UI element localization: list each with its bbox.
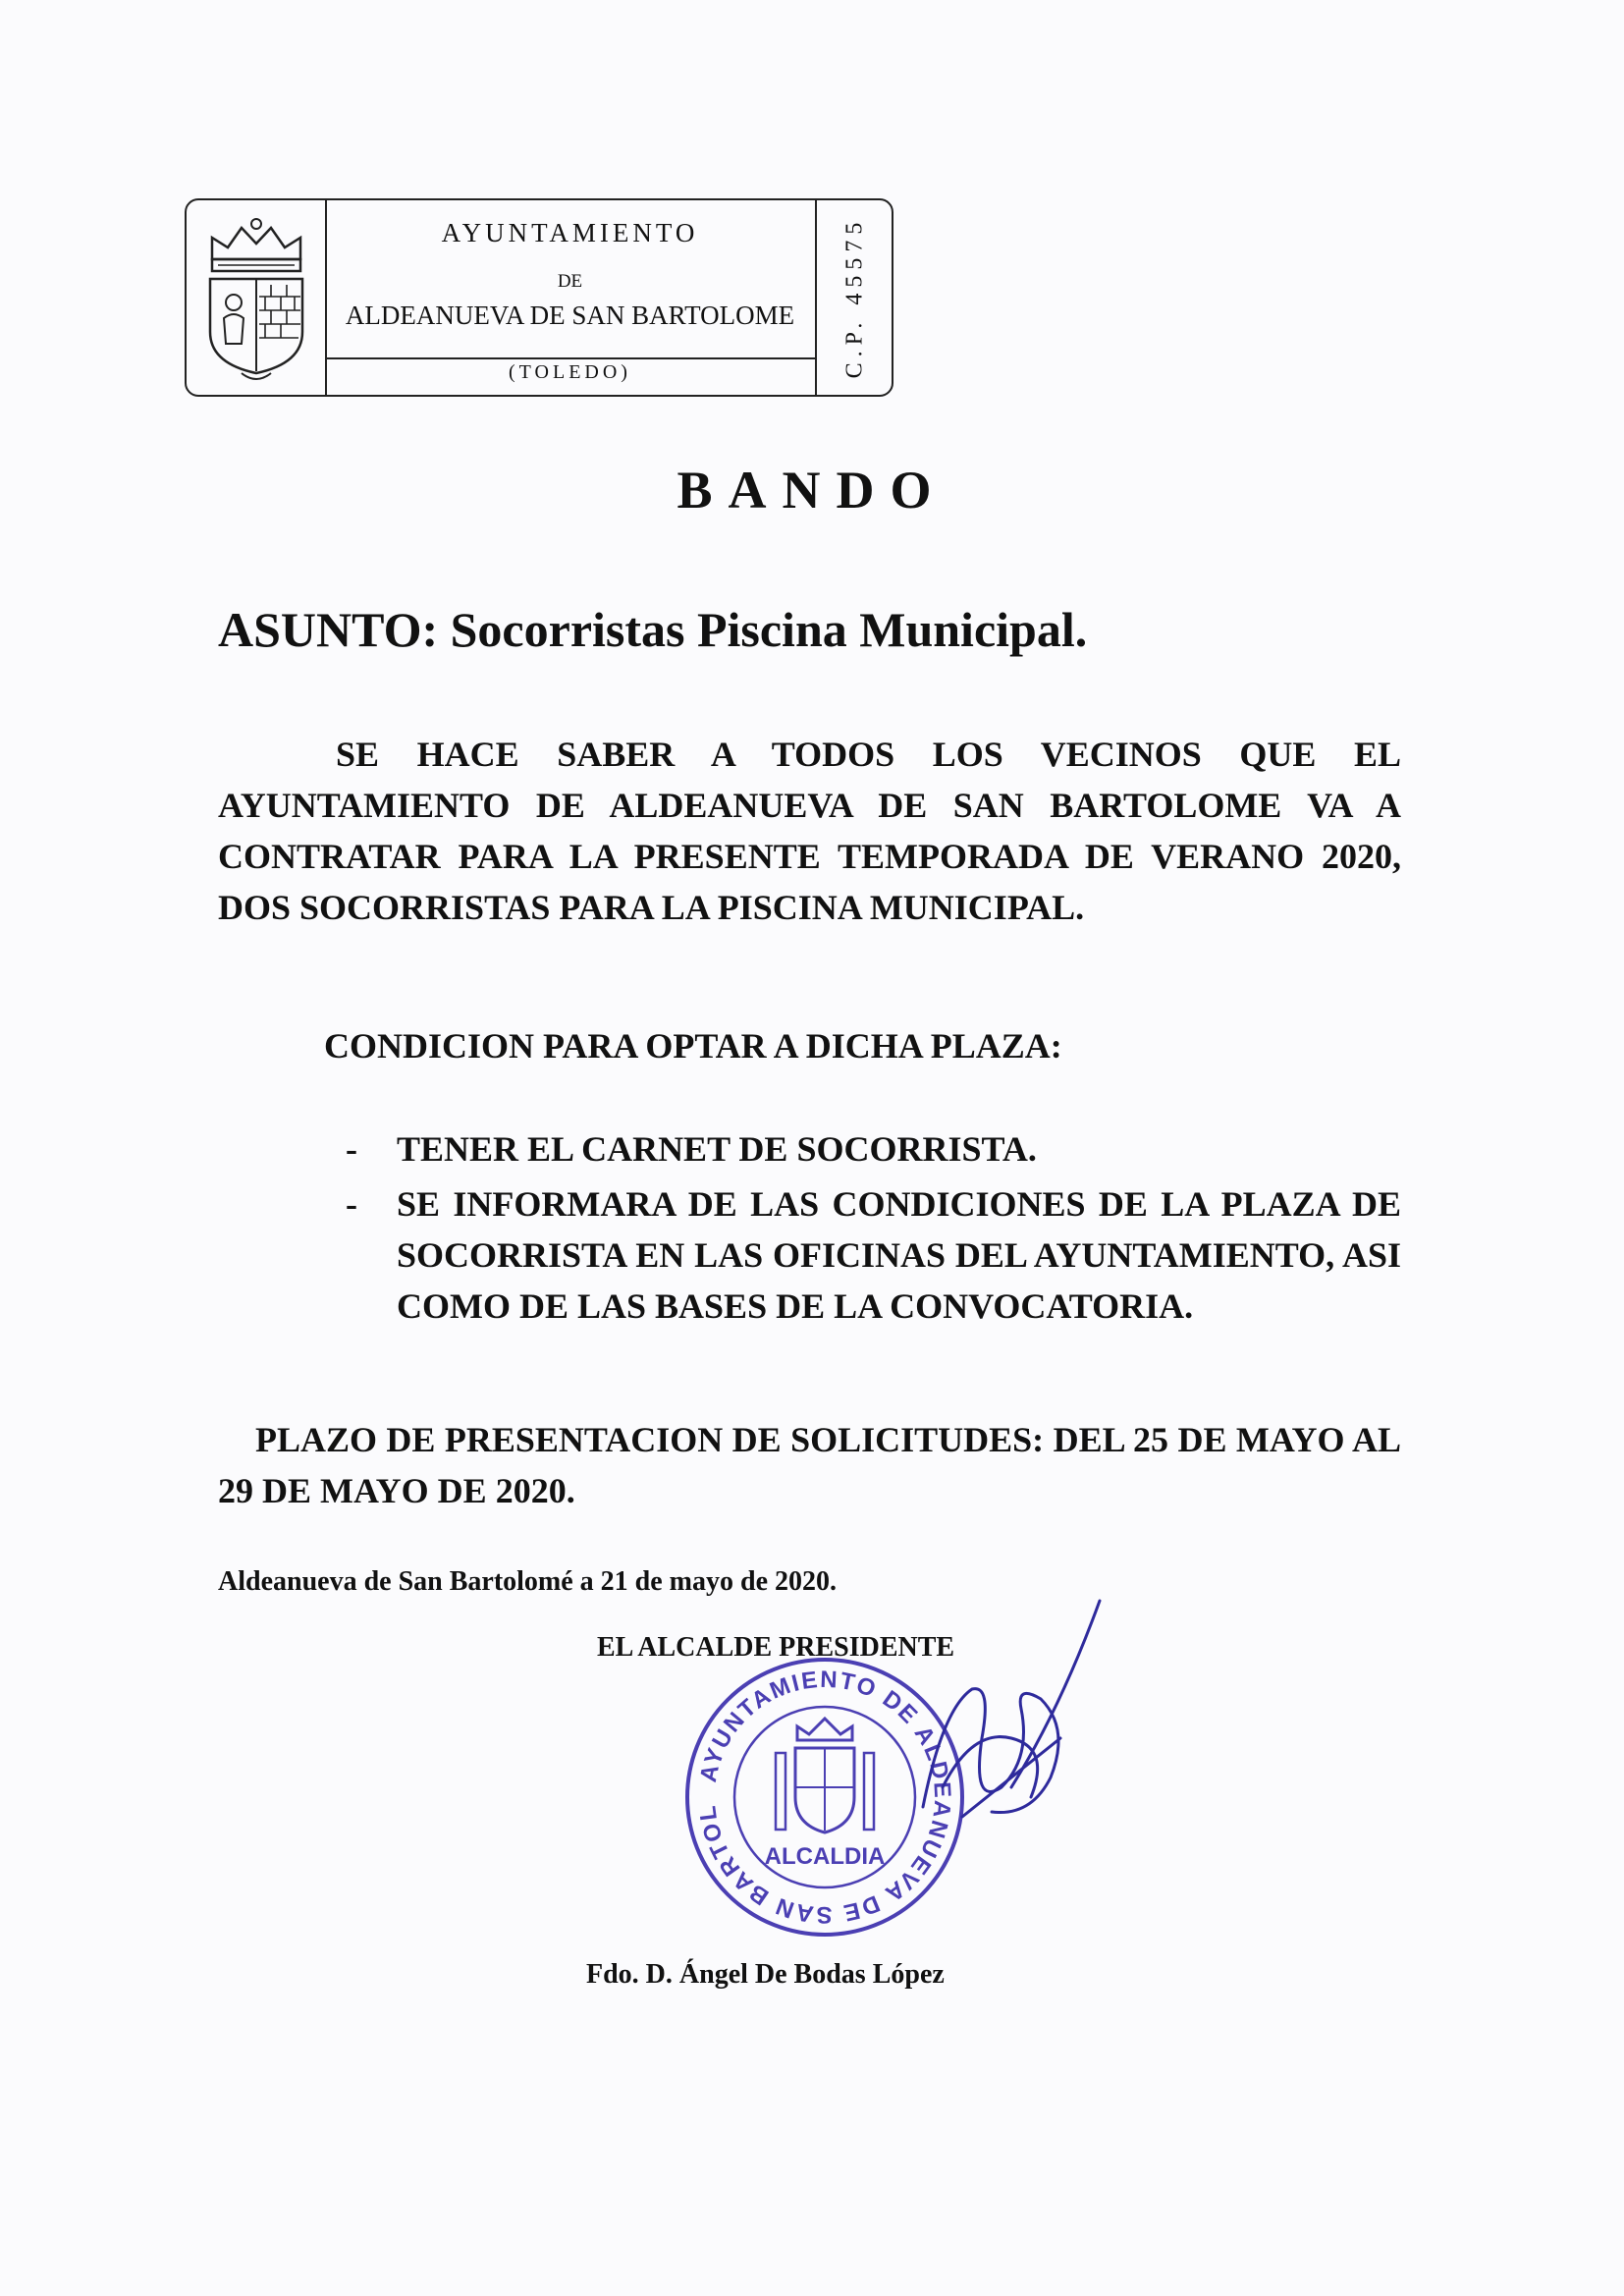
- deadline-paragraph: PLAZO DE PRESENTACION DE SOLICITUDES: DEL 25 DE MAYO AL 29 DE MAYO DE 2020.: [218, 1420, 1401, 1510]
- mayor-title: EL ALCALDE PRESIDENTE: [597, 1632, 955, 1663]
- letterhead-line-de: DE: [557, 271, 583, 292]
- seal-ring-text: AYUNTAMIENTO DE ALDEANUEVA DE SAN BARTOL: [694, 1666, 956, 1929]
- document-subject: ASUNTO: Socorristas Piscina Municipal.: [218, 602, 1088, 657]
- conditions-heading: CONDICION PARA OPTAR A DICHA PLAZA:: [324, 1026, 1062, 1066]
- letterhead-text-block: [325, 200, 817, 395]
- announcement-paragraph: SE HACE SABER A TODOS LOS VECINOS QUE EL AYUNTAMIENTO DE ALDEANUEVA DE SAN BARTOLOME VA A CONTRATAR PARA LA PRESENTE TEMPORADA DE VERANO 2020, DOS SOCORRISTAS PARA LA PISCINA MUNICIPAL.: [218, 735, 1401, 927]
- document-title: BANDO: [677, 461, 947, 519]
- letterhead-postal-code-cell: [817, 200, 893, 395]
- letterhead-divider: [325, 357, 815, 359]
- condition-text: TENER EL CARNET DE SOCORRISTA.: [397, 1129, 1037, 1169]
- handwritten-signature: [903, 1591, 1119, 1846]
- list-dash: -: [346, 1129, 357, 1169]
- letterhead-line-province: (TOLEDO): [509, 361, 631, 383]
- letterhead-line-municipality: ALDEANUEVA DE SAN BARTOLOME: [345, 301, 795, 330]
- signed-by: Fdo. D. Ángel De Bodas López: [586, 1959, 945, 1990]
- place-and-date: Aldeanueva de San Bartolomé a 21 de mayo de 2020.: [218, 1566, 837, 1597]
- list-item: [218, 1178, 1401, 1332]
- postal-code: C.P. 45575: [841, 216, 868, 379]
- letterhead-line-ayuntamiento: AYUNTAMIENTO: [441, 218, 699, 247]
- seal-center-text: ALCALDIA: [764, 1843, 886, 1870]
- list-item: [218, 1123, 1401, 1175]
- coat-of-arms-icon: [187, 200, 327, 395]
- conditions-list: [218, 1123, 1401, 1336]
- list-dash: -: [346, 1184, 357, 1224]
- letterhead: [185, 198, 893, 397]
- condition-text: SE INFORMARA DE LAS CONDICIONES DE LA PLAZA DE SOCORRISTA EN LAS OFICINAS DEL AYUNTAMIENTO, ASI COMO DE LAS BASES DE LA CONVOCATORIA.: [397, 1184, 1401, 1326]
